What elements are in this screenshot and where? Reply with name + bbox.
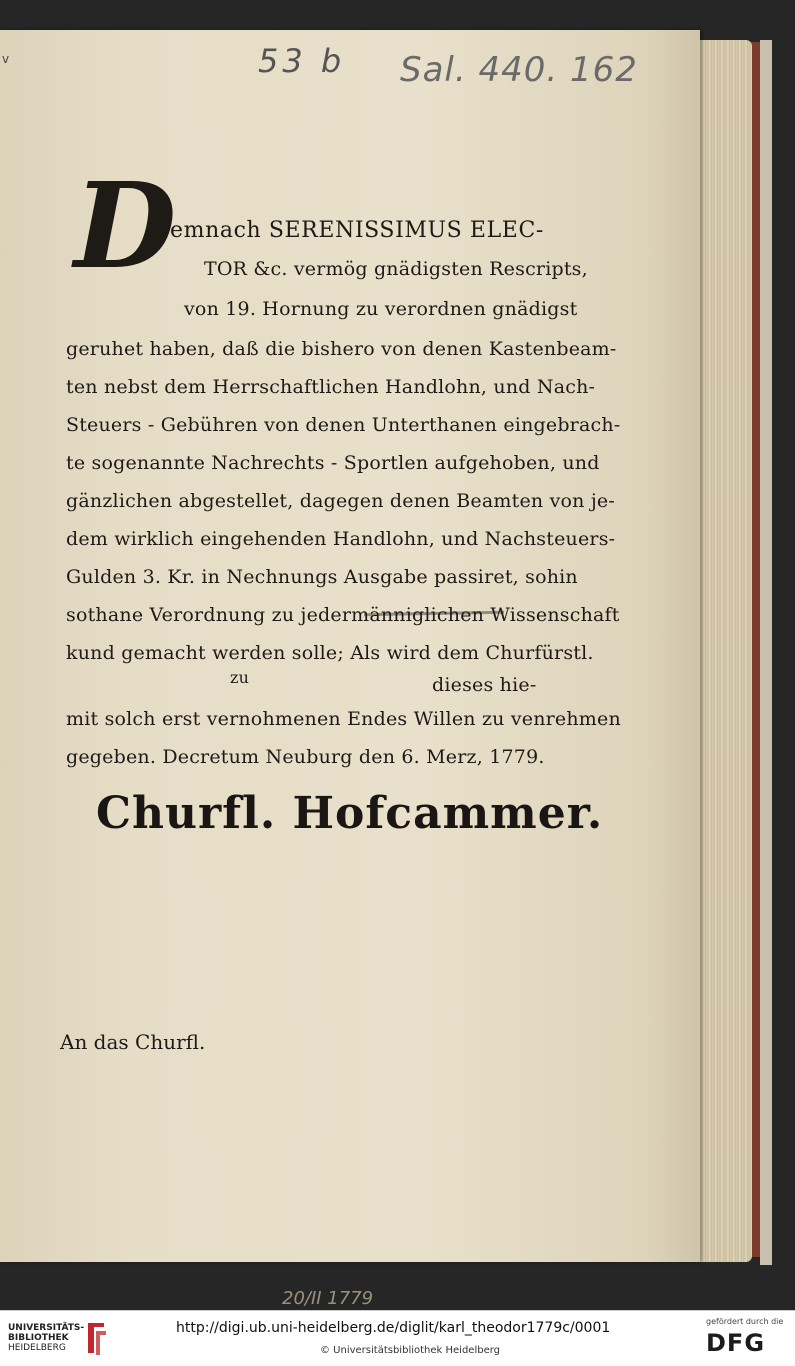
text-line: kund gemacht werden solle; Als wird dem Churfürstl.	[66, 642, 594, 664]
decorated-initial: D	[74, 156, 177, 295]
footer-bar	[0, 1310, 795, 1366]
text-line: emnach SERENISSIMUS ELEC-	[170, 218, 544, 243]
library-name-line1: UNIVERSITÄTS-	[8, 1323, 85, 1333]
text-line: ten nebst dem Herrschaftlichen Handlohn, und Nach-	[66, 376, 596, 398]
signature-hofcammer: Churfl. Hofcammer.	[96, 788, 604, 839]
library-name-line2: BIBLIOTHEK	[8, 1333, 69, 1343]
text-line: mit solch erst vernohmenen Endes Willen zu venrehmen	[66, 708, 621, 730]
document-page	[0, 30, 700, 1309]
pencil-note-bottom: 20/II 1779	[282, 1288, 374, 1309]
pencil-note-left: 53 b	[258, 42, 346, 80]
text-line: TOR &c. vermög gnädigsten Rescripts,	[204, 258, 588, 280]
margin-mark: v	[2, 52, 10, 66]
text-line: gänzlichen abgestellet, dagegen denen Beamten von je-	[66, 490, 615, 512]
text-line: Steuers - Gebühren von denen Unterthanen eingebrach-	[66, 414, 621, 436]
book-cover-lining	[760, 40, 772, 1265]
copyright-text: © Universitätsbibliothek Heidelberg	[320, 1345, 501, 1356]
text-line: Gulden 3. Kr. in Nechnungs Ausgabe passiret, sohin	[66, 566, 578, 588]
address-line: An das Churfl.	[60, 1030, 206, 1054]
library-name-line3: HEIDELBERG	[8, 1343, 66, 1353]
text-line: dem wirklich eingehenden Handlohn, und Nachsteuers-	[66, 528, 616, 550]
permalink-url[interactable]: http://digi.ub.uni-heidelberg.de/diglit/karl_theodor1779c/0001	[176, 1320, 611, 1336]
text-line: geruhet haben, daß die bishero von denen Kastenbeam-	[66, 338, 617, 360]
text-line: te sogenannte Nachrechts - Sportlen aufgehoben, und	[66, 452, 600, 474]
library-logo-text[interactable]	[8, 1323, 84, 1353]
dfg-logo[interactable]: DFG	[706, 1329, 766, 1357]
text-line: dieses hie-	[432, 674, 537, 696]
dfg-caption: gefördert durch die	[706, 1317, 784, 1326]
library-logo-icon[interactable]	[84, 1319, 108, 1357]
pencil-note-shelfmark: Sal. 440. 162	[400, 50, 638, 90]
text-line: zu	[230, 668, 250, 687]
text-line: von 19. Hornung zu verordnen gnädigst	[184, 298, 578, 320]
text-line: gegeben. Decretum Neuburg den 6. Merz, 1779.	[66, 746, 545, 768]
text-line: sothane Verordnung zu jedermänniglichen Wissenschaft	[66, 604, 620, 626]
